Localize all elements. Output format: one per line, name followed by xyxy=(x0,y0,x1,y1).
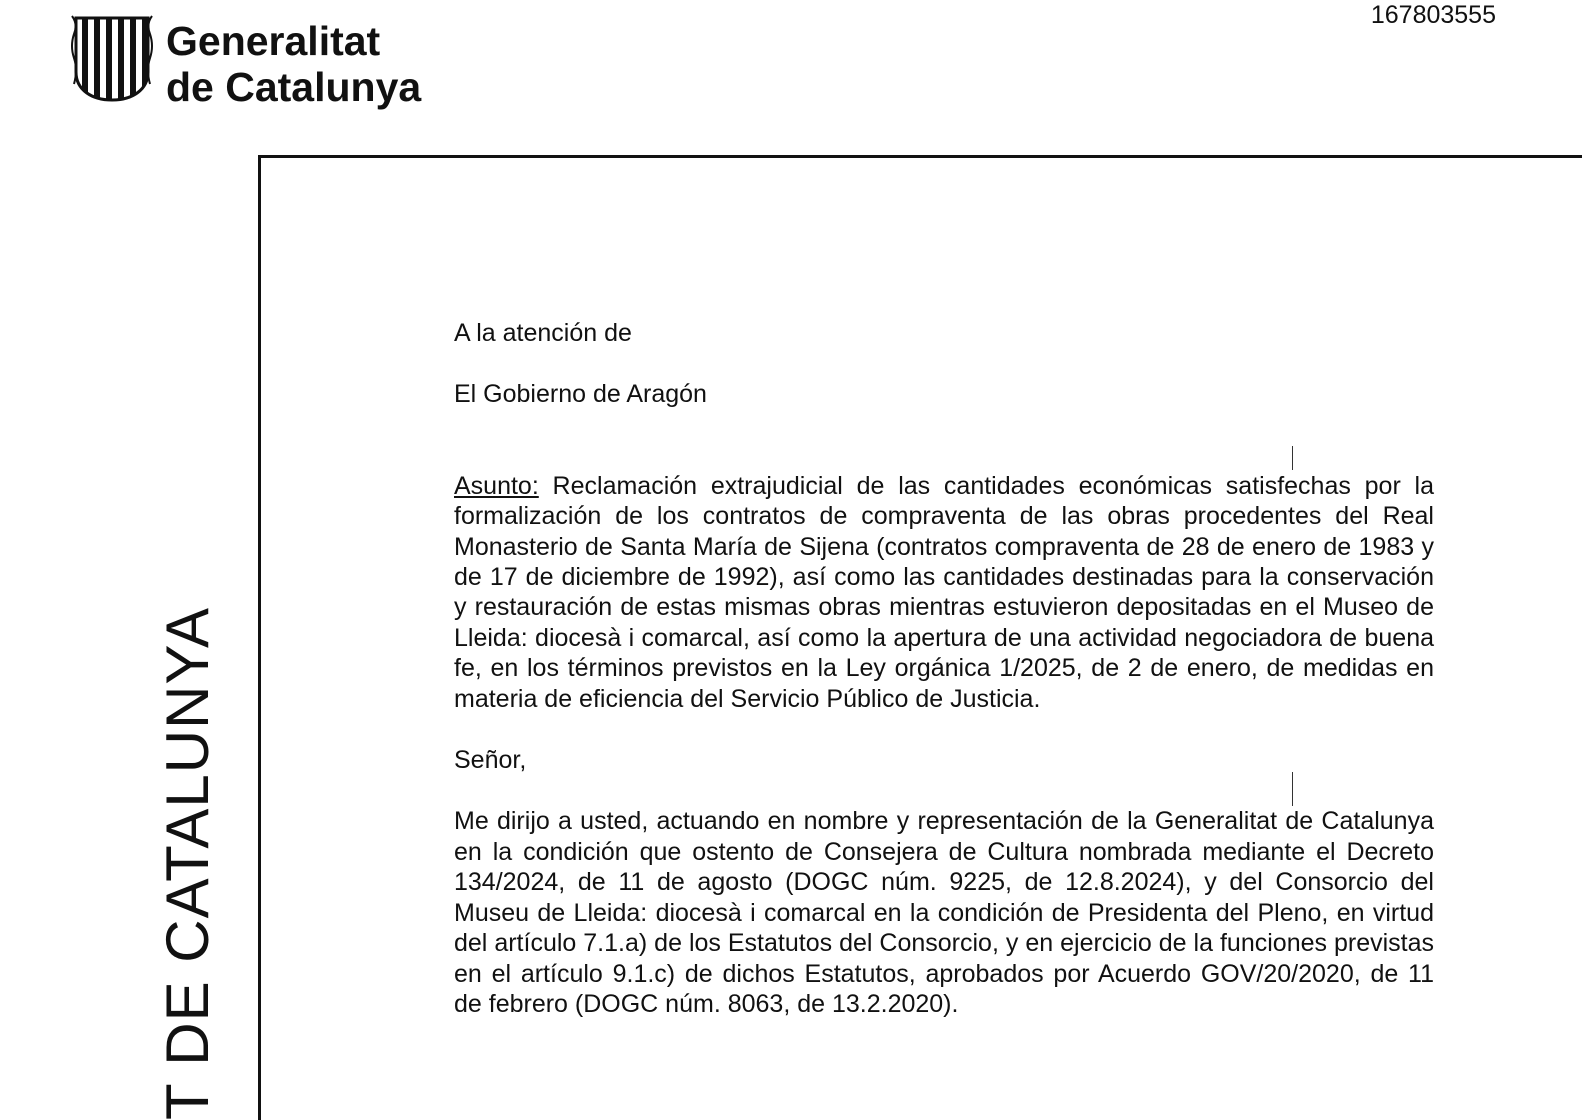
body-paragraph: Me dirijo a usted, actuando en nombre y representación de la Generalitat de Catalunya en la condición que ostento de Consejera de Cultura nombrada mediante el Decreto 134/2024, de 11 de agosto (DOGC núm. 9225, de 12.8.2024), y del Consorcio del Museu de Lleida: diocesà i comarcal en la condición de Presidenta del Pleno, en virtud del artículo 7.1.a) de los Estatutos del Consorcio, y en ejercicio de la funciones previstas en el artículo 9.1.c) de dichos Estatutos, aprobados por Acuerdo GOV/20/2020, de 11 de febrero (DOGC núm. 8063, de 13.2.2020). xyxy=(454,807,1434,1018)
document-number: 167803555 xyxy=(1370,1,1496,29)
attention-line: A la atención de xyxy=(454,319,632,347)
subject-paragraph xyxy=(454,471,1434,714)
recipient-line: El Gobierno de Aragón xyxy=(454,380,707,409)
subject-text: Reclamación extrajudicial de las cantidades económicas satisfechas por la formalización de los contratos de compraventa de las obras procedentes del Real Monasterio de Santa María de Sijena (contratos compraventa de 28 de enero de 1983 y de 17 de diciembre de 1992), así como las cantidades destinadas para la conservación y restauración de estas mismas obras mientras estuvieron depositadas en el Museo de Lleida: diocesà i comarcal, así como la apertura de una actividad negociadora de buena fe, en los términos previstos en la Ley orgánica 1/2025, de 2 de enero, de medidas en materia de eficiencia del Servicio Público de Justicia. xyxy=(454,471,1434,713)
scan-artifact-mark xyxy=(1292,446,1293,470)
letter-body xyxy=(454,318,1434,1019)
organization-name-line1: Generalitat xyxy=(166,18,381,64)
salutation: Señor, xyxy=(454,746,527,775)
organization-name xyxy=(166,18,421,110)
generalitat-emblem-icon xyxy=(70,14,154,102)
organization-name-line2: de Catalunya xyxy=(166,64,422,110)
subject-label: Asunto: xyxy=(454,471,539,500)
scan-artifact-mark xyxy=(1292,772,1293,806)
vertical-margin-text: T DE CATALUNYA xyxy=(154,607,221,1120)
